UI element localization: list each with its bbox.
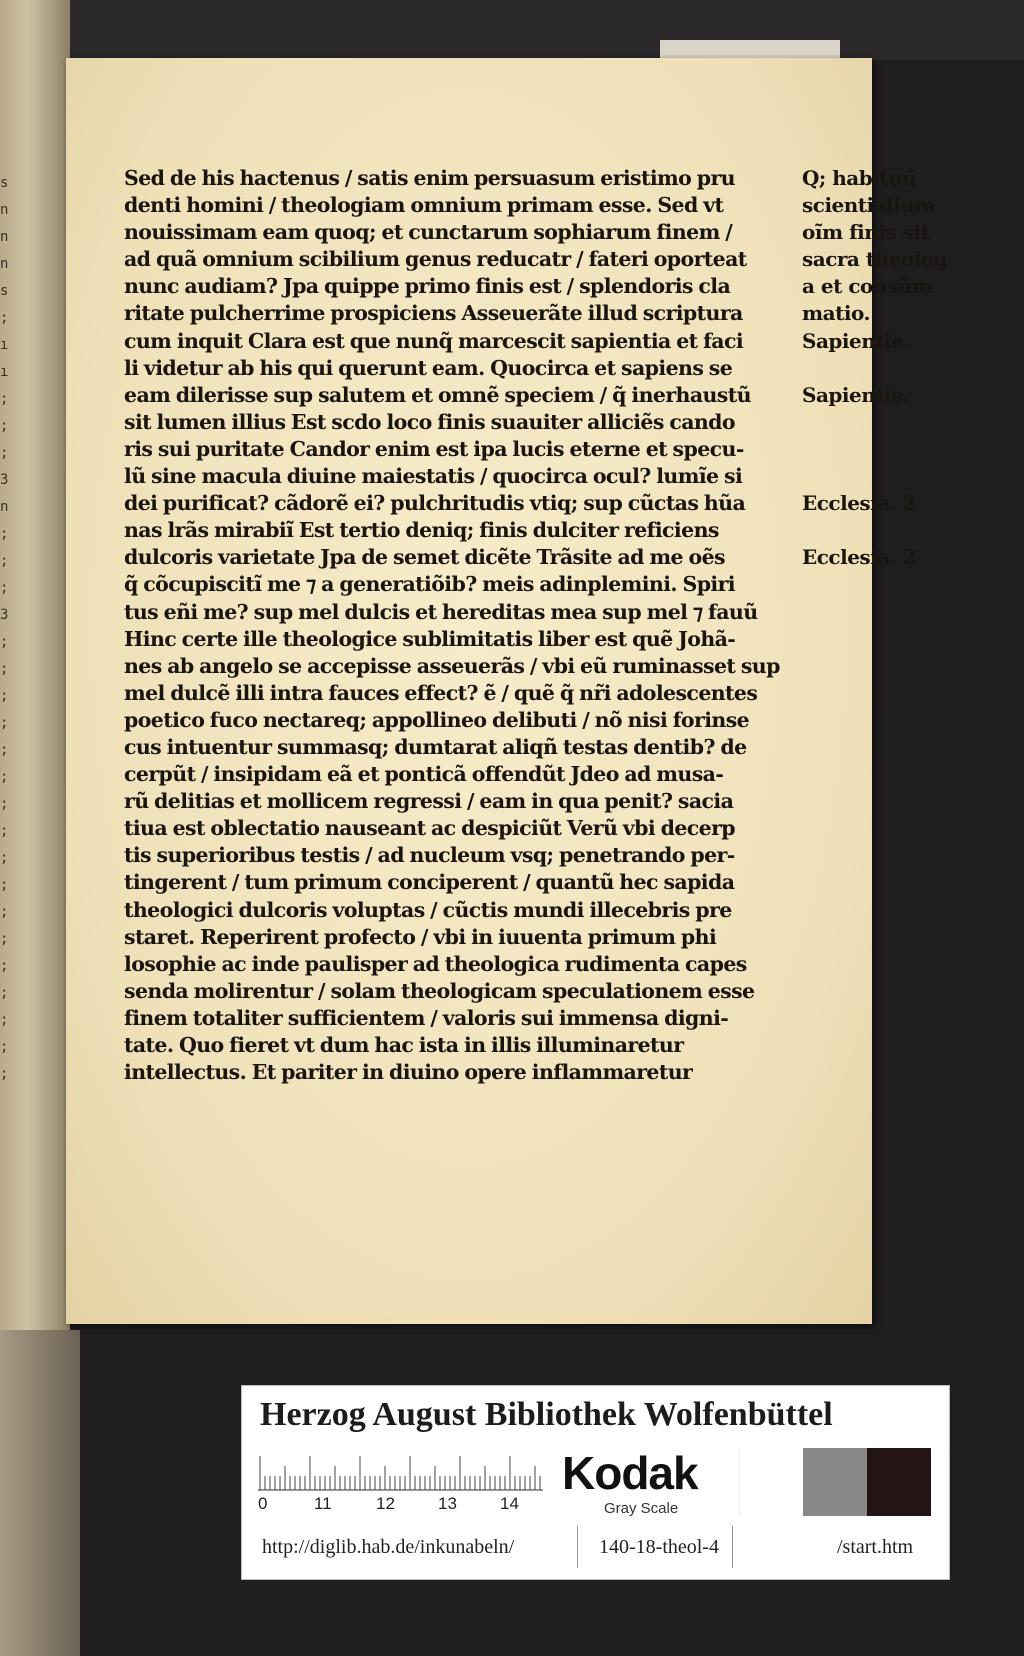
previous-page-text-edge: s n n n s ; ı ı ; ; ; 3 n ; ; ; 3 ; ; ; ; ; ; ; ; ; ; ; ; ; ; ; ; ;	[0, 175, 9, 1082]
text-line: ad quã omnium scibilium genus reducatr / fateri oporteat	[124, 247, 747, 272]
text-line: ritate pulcherrime prospiciens Asseuerãte illud scriptura	[124, 301, 743, 326]
kodak-logo: Kodak	[562, 1447, 698, 1499]
text-line: dei purificat? cãdorẽ ei? pulchritudis vtiq; sup cũctas hũa	[124, 491, 746, 516]
text-line: q̃ cõcupiscitĩ me ⁊ a generatiõib? meis adinplemini. Spiri	[124, 572, 735, 597]
black-swatch	[867, 1448, 931, 1516]
text-line: cus intuentur summasq; dumtarat aliqñ testas dentib? de	[124, 734, 747, 759]
card-divider	[577, 1526, 578, 1568]
text-line: intellectus. Et pariter in diuino opere inflammaretur	[124, 1060, 693, 1085]
library-title: Herzog August Bibliothek Wolfenbüttel	[260, 1396, 833, 1433]
text-line: cerpũt / insipidam eã et ponticã offendũt Jdeo ad musa-	[124, 762, 724, 787]
margin-note: Q; habituũ	[802, 166, 917, 190]
margin-note	[802, 517, 874, 544]
text-line: mel dulcẽ illi intra fauces effect? ẽ / quẽ q̃ nr̃i adolescentes	[124, 680, 758, 705]
color-calibration-card	[241, 1385, 950, 1580]
previous-page-lower-edge	[0, 1330, 80, 1656]
margin-note: a et consũm	[802, 274, 933, 299]
ruler-label: 13	[438, 1494, 457, 1513]
ruler-label: 12	[376, 1494, 395, 1513]
text-line: nunc audiam? Jpa quippe primo finis est / splendoris cla	[124, 274, 731, 299]
margin-notes-column	[802, 165, 948, 571]
ruler-label: 14	[500, 1494, 519, 1513]
scan-backdrop	[60, 0, 1024, 60]
text-line: Sed de his hactenus / satis enim persuasum eristimo pru	[124, 166, 735, 190]
text-line: ris sui puritate Candor enim est ipa lucis eterne et specu-	[124, 436, 744, 461]
ruler-label: 0	[258, 1494, 268, 1513]
text-line: Hinc certe ille theologice sublimitatis liber est quẽ Johã-	[124, 626, 736, 651]
ruler	[258, 1452, 543, 1522]
text-line: tis superioribus testis / ad nucleum vsq; penetrando per-	[124, 843, 735, 868]
digital-library-url: http://diglib.hab.de/inkunabeln/	[262, 1536, 515, 1558]
gray-swatch	[803, 1448, 867, 1516]
text-line: finem totaliter sufficientem / valoris sui immensa digni-	[124, 1005, 729, 1030]
text-line: dulcoris varietate Jpa de semet dicẽte Trãsite ad me oẽs	[124, 545, 725, 570]
start-page-path: /start.htm	[837, 1536, 914, 1558]
text-line: poetico fuco nectareq; appollineo delibuti / nõ nisi forinse	[124, 707, 750, 732]
text-line: nouissimam eam quoq; et cunctarum sophiarum finem /	[124, 220, 733, 245]
text-line: sit lumen illius Est scdo loco finis suauiter alliciẽs cando	[124, 409, 735, 434]
margin-note: Sapientie.	[802, 382, 910, 407]
text-line: tate. Quo fieret vt dum hac ista in illis illuminaretur	[124, 1033, 684, 1057]
text-line: nas lrãs mirabiĩ Est tertio deniq; finis dulciter reficiens	[124, 518, 719, 543]
white-swatch	[739, 1448, 804, 1516]
margin-note: Ecclesia. 2	[802, 491, 917, 516]
gray-scale-label: Gray Scale	[604, 1500, 679, 1517]
text-line: denti homini / theologiam omnium primam esse. Sed vt	[124, 193, 724, 218]
text-line: theologici dulcoris voluptas / cũctis mundi illecebris pre	[124, 897, 732, 922]
margin-note: Ecclesia. 2	[802, 545, 917, 570]
text-line: staret. Reperirent profecto / vbi in iuuenta primum phi	[124, 924, 717, 949]
text-line: tingerent / tum primum conciperent / quantũ hec sapida	[124, 870, 735, 895]
text-line: tiua est oblectatio nauseant ac despiciũt Verũ vbi decerp	[124, 816, 736, 841]
margin-note: oĩm finis sit	[802, 220, 930, 245]
text-line: cum inquit Clara est que nunq̃ marcescit sapientia et faci	[124, 328, 744, 353]
text-line: li videtur ab his qui querunt eam. Quocirca et sapiens se	[124, 355, 733, 380]
text-line: rũ delitias et mollicem regressi / eam in qua penit? sacia	[124, 789, 734, 814]
text-line: eam dilerisse sup salutem et omnẽ speciem / q̃ inerhaustũ	[124, 382, 751, 407]
card-divider	[732, 1526, 733, 1568]
text-line: senda molirentur / solam theologicam speculationem esse	[124, 978, 755, 1003]
ruler-scale	[258, 1452, 543, 1492]
margin-note	[802, 409, 874, 436]
shelfmark: 140-18-theol-4	[599, 1536, 719, 1558]
margin-note	[802, 463, 874, 490]
main-text-column	[124, 165, 784, 1086]
text-line: tus eñi me? sup mel dulcis et hereditas mea sup mel ⁊ fauũ	[124, 599, 758, 624]
margin-note: sacra theolog	[802, 247, 948, 272]
margin-note: scientialium	[802, 193, 935, 218]
text-line: nes ab angelo se accepisse asseuerãs / vbi eũ ruminasset sup	[124, 653, 780, 678]
margin-note	[802, 355, 874, 382]
text-line: lũ sine macula diuine maiestatis / quocirca ocul? lumĩe si	[124, 464, 743, 489]
text-line: losophie ac inde paulisper ad theologica rudimenta capes	[124, 951, 747, 976]
margin-note	[802, 436, 874, 463]
margin-note: matio.	[802, 301, 870, 326]
margin-note: Sapientie.	[802, 328, 910, 353]
book-page	[66, 58, 948, 1324]
ruler-label: 11	[314, 1494, 332, 1513]
